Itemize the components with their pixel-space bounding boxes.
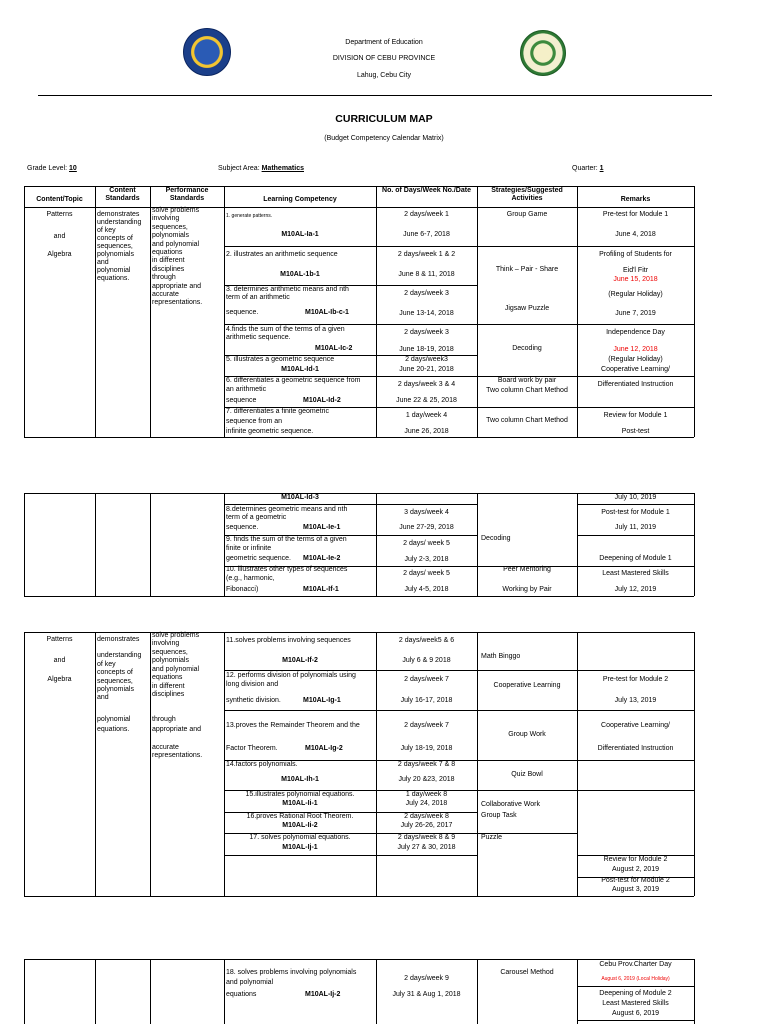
table-rule bbox=[224, 493, 225, 596]
cell-text: M10AL-If-1 bbox=[303, 586, 339, 593]
cell-text: and bbox=[53, 233, 66, 240]
cell-text: July 20 &23, 2018 bbox=[398, 776, 455, 783]
table-rule bbox=[577, 246, 694, 247]
cell-text: and bbox=[97, 259, 109, 266]
cell-text: Decoding bbox=[481, 535, 511, 542]
cell-text: M10AL-Ib-c-1 bbox=[305, 309, 349, 316]
table-rule bbox=[224, 324, 477, 325]
table-rule bbox=[577, 493, 578, 596]
cell-text: polynomials bbox=[97, 251, 134, 258]
table-rule bbox=[376, 186, 377, 437]
table-rule bbox=[150, 186, 151, 437]
cell-text: Pre-test for Module 1 bbox=[602, 211, 669, 218]
cell-text: term of a geometric bbox=[226, 514, 287, 521]
cell-text: 2 days/week 1 & 2 bbox=[397, 251, 456, 258]
cell-text: 7. differentiates a finite geometric bbox=[226, 408, 329, 415]
table-rule bbox=[577, 324, 694, 325]
cell-text: sequences, bbox=[152, 649, 188, 656]
cell-text: M10AL-Ic-2 bbox=[315, 345, 353, 352]
table-rule bbox=[224, 855, 477, 856]
table-rule bbox=[24, 186, 25, 437]
cell-text: infinite geometric sequence. bbox=[226, 428, 314, 435]
table-rule bbox=[95, 959, 96, 1024]
cell-text: geometric sequence. bbox=[226, 555, 291, 562]
cell-text: 3. determines arithmetic means and nth bbox=[226, 286, 349, 293]
table-rule bbox=[224, 246, 477, 247]
cell-text: August 2, 2019 bbox=[611, 866, 660, 873]
cell-text: Cooperative Learning/ bbox=[601, 722, 670, 729]
column-header: Strategies/Suggested Activities bbox=[491, 187, 563, 202]
cell-text: concepts of bbox=[97, 669, 133, 676]
cell-text: equations bbox=[152, 674, 183, 681]
table-rule bbox=[477, 670, 577, 671]
table-rule bbox=[24, 896, 694, 897]
cell-text: Algebra bbox=[47, 251, 72, 258]
table-rule bbox=[694, 959, 695, 1024]
cell-text: July 2-3, 2018 bbox=[404, 556, 449, 563]
cell-text: July 12, 2019 bbox=[614, 586, 657, 593]
table-rule bbox=[24, 437, 694, 438]
table-rule bbox=[224, 959, 225, 1024]
cell-text: Algebra bbox=[47, 676, 72, 683]
table-rule bbox=[477, 324, 577, 325]
cell-text: long division and bbox=[226, 681, 279, 688]
cell-text: (Regular Holiday) bbox=[608, 356, 663, 363]
cell-text: accurate bbox=[152, 291, 179, 298]
table-rule bbox=[95, 493, 96, 596]
cell-text: Jigsaw Puzzle bbox=[504, 305, 550, 312]
table-rule bbox=[477, 246, 577, 247]
cell-text: M10AL-Ij-2 bbox=[305, 991, 341, 998]
cell-text: Quiz Bowl bbox=[511, 771, 543, 778]
column-header: No. of Days/Week No./Date bbox=[382, 187, 471, 194]
cell-text: sequences, bbox=[97, 243, 133, 250]
cell-text: Post-test bbox=[621, 428, 650, 435]
cell-text: polynomial bbox=[97, 267, 131, 274]
cell-text: 2 days/week 7 bbox=[404, 676, 449, 683]
cell-text: sequence. bbox=[226, 309, 259, 316]
table-rule bbox=[24, 632, 694, 633]
cell-text: and polynomial bbox=[226, 979, 274, 986]
table-rule bbox=[477, 790, 577, 791]
cell-text: Working by Pair bbox=[502, 586, 552, 593]
table-rule bbox=[477, 710, 577, 711]
cell-text: 13.proves the Remainder Theorem and the bbox=[226, 722, 360, 729]
cell-text: Group Game bbox=[506, 211, 548, 218]
dept-name: Department of Education bbox=[345, 39, 423, 46]
table-rule bbox=[376, 632, 377, 896]
table-rule bbox=[694, 493, 695, 596]
cell-text: M10AL-Id-1 bbox=[281, 366, 319, 373]
table-rule bbox=[376, 504, 477, 505]
cell-text: an arithmetic bbox=[226, 386, 267, 393]
table-rule bbox=[577, 670, 694, 671]
cell-text: through bbox=[152, 716, 176, 723]
cell-text: synthetic division. bbox=[226, 697, 281, 704]
cell-text: equations. bbox=[97, 275, 130, 282]
cell-text: 10. illustrates other types of sequences bbox=[226, 566, 348, 573]
cell-text: M10AL-Ig-2 bbox=[305, 745, 343, 752]
cell-text: understanding bbox=[97, 219, 142, 226]
cell-text: 2 days/week3 bbox=[405, 356, 448, 363]
table-rule bbox=[24, 959, 25, 1024]
cell-text: sequences, bbox=[97, 678, 133, 685]
cell-text: Independence Day bbox=[606, 329, 665, 336]
table-rule bbox=[577, 1020, 694, 1021]
cell-text: polynomials bbox=[152, 232, 189, 240]
cell-text: and bbox=[97, 694, 109, 701]
table-rule bbox=[24, 632, 25, 896]
cell-text: 6. differentiates a geometric sequence from bbox=[226, 377, 361, 384]
table-rule bbox=[224, 632, 225, 896]
column-header: Remarks bbox=[620, 196, 651, 203]
cell-text: June 7, 2019 bbox=[615, 310, 656, 317]
cell-text: August 6, 2019 (Local Holiday) bbox=[601, 976, 670, 982]
cell-text: demonstrates bbox=[97, 211, 140, 218]
cell-text: in different bbox=[152, 257, 185, 265]
cell-text: 2. illustrates an arithmetic sequence bbox=[226, 251, 338, 258]
cell-text: solve problems bbox=[152, 632, 200, 639]
division-name: DIVISION OF CEBU PROVINCE bbox=[332, 55, 436, 62]
cell-text: Differentiated Instruction bbox=[597, 381, 674, 388]
cell-text: 1 day/week 4 bbox=[405, 412, 448, 419]
cell-text: 8.determines geometric means and nth bbox=[226, 506, 348, 513]
cell-text: June 22 & 25, 2018 bbox=[396, 397, 457, 404]
cell-text: August 3, 2019 bbox=[611, 886, 660, 893]
cell-text: July 16-17, 2018 bbox=[400, 697, 453, 704]
cell-text: M10AL-If-2 bbox=[282, 657, 318, 664]
cell-text: Cebu Prov.Charter Day bbox=[599, 961, 672, 968]
cell-text: Math Binggo bbox=[481, 653, 521, 660]
cell-text: Group Work bbox=[508, 731, 546, 738]
cell-text: June 27-29, 2018 bbox=[399, 524, 454, 531]
cell-text: July 31 & Aug 1, 2018 bbox=[392, 991, 461, 998]
cell-text: Think – Pair - Share bbox=[495, 266, 559, 273]
cell-text: representations. bbox=[152, 752, 203, 759]
header-rule bbox=[38, 95, 712, 96]
cell-text: of key bbox=[97, 661, 116, 668]
table-rule bbox=[577, 376, 694, 377]
cell-text: Review for Module 1 bbox=[603, 412, 668, 419]
cell-text: M10AL-Ia-1 bbox=[281, 231, 319, 238]
cell-text: Fibonacci) bbox=[226, 586, 259, 593]
table-rule bbox=[95, 632, 96, 896]
table-rule bbox=[577, 632, 578, 896]
cell-text: Patterns bbox=[46, 636, 73, 643]
cell-text: 2 days/week 8 & 9 bbox=[397, 834, 456, 841]
table-rule bbox=[577, 710, 694, 711]
cell-text: Patterns bbox=[46, 211, 73, 218]
cell-text: Deepening of Module 1 bbox=[599, 555, 672, 562]
cell-text: appropriate and bbox=[152, 726, 202, 733]
location: Lahug, Cebu City bbox=[356, 72, 412, 79]
cell-text: June 8 & 11, 2018 bbox=[398, 271, 455, 278]
cell-text: sequence bbox=[226, 397, 257, 404]
table-rule bbox=[150, 959, 151, 1024]
cell-text: 2 days/week5 & 6 bbox=[398, 637, 455, 644]
cell-text: Profiling of Students for bbox=[599, 251, 672, 258]
cell-text: 9. finds the sum of the terms of a given bbox=[226, 536, 347, 543]
cell-text: Pre-test for Module 2 bbox=[602, 676, 669, 683]
table-rule bbox=[577, 407, 694, 408]
table-rule bbox=[577, 504, 694, 505]
cell-text: equations. bbox=[97, 726, 130, 733]
cell-text: disciplines bbox=[152, 691, 185, 698]
cell-text: 3 days/week 4 bbox=[404, 509, 449, 516]
table-rule bbox=[376, 493, 377, 596]
cell-text: 15.illustrates polynomial equations. bbox=[245, 791, 355, 798]
cell-text: and polynomial bbox=[152, 240, 200, 248]
page-subtitle: (Budget Competency Calendar Matrix) bbox=[324, 135, 444, 142]
cell-text: July 26-26, 2017 bbox=[400, 822, 453, 829]
cell-text: demonstrates bbox=[97, 636, 140, 643]
cell-text: Carousel Method bbox=[500, 969, 554, 976]
cell-text: M10AL-Id-3 bbox=[281, 494, 319, 501]
table-rule bbox=[24, 207, 694, 208]
cell-text: polynomial bbox=[97, 716, 131, 723]
cell-text: July 10, 2019 bbox=[614, 494, 657, 501]
cell-text: M10AL-Ii-1 bbox=[282, 800, 318, 807]
table-rule bbox=[577, 986, 694, 987]
cell-text: polynomials bbox=[152, 657, 189, 664]
column-header: Learning Competency bbox=[263, 196, 337, 203]
table-rule bbox=[477, 407, 577, 408]
cell-text: Differentiated Instruction bbox=[597, 745, 674, 752]
cell-text: 17. solves polynomial equations. bbox=[249, 834, 351, 841]
cell-text: term of an arithmetic bbox=[226, 294, 290, 301]
cell-text: 11.solves problems involving sequences bbox=[226, 637, 351, 644]
cell-text: understanding bbox=[97, 652, 142, 659]
cell-text: through bbox=[152, 274, 176, 282]
cell-text: 14.factors polynomials. bbox=[226, 761, 298, 768]
cell-text: Group Task bbox=[481, 812, 517, 819]
cell-text: 2 days/week 3 & 4 bbox=[397, 381, 456, 388]
cell-text: Collaborative Work bbox=[481, 801, 541, 808]
table-rule bbox=[376, 959, 377, 1024]
cell-text: involving bbox=[152, 640, 180, 647]
table-rule bbox=[577, 186, 578, 437]
cell-text: 2 days/week 9 bbox=[404, 975, 449, 982]
cell-text: Least Mastered Skills bbox=[602, 570, 669, 577]
cell-text: 16.proves Rational Root Theorem. bbox=[246, 813, 354, 820]
cell-text: polynomials bbox=[97, 686, 134, 693]
cell-text: M10AL-Ie-2 bbox=[303, 555, 341, 562]
table-rule bbox=[477, 760, 577, 761]
table-rule bbox=[95, 186, 96, 437]
cell-text: June 20-21, 2018 bbox=[399, 366, 454, 373]
cell-text: accurate bbox=[152, 744, 179, 751]
cell-text: arithmetic sequence. bbox=[226, 334, 291, 341]
cell-text: 2 days/week 3 bbox=[404, 290, 449, 297]
column-header: Performance Standards bbox=[165, 187, 209, 202]
table-rule bbox=[694, 632, 695, 896]
table-rule bbox=[577, 959, 578, 1024]
cell-text: July 27 & 30, 2018 bbox=[397, 844, 456, 851]
cell-text: 12. performs division of polynomials using bbox=[226, 672, 356, 679]
table-rule bbox=[24, 596, 694, 597]
cell-text: M10AL-Ig-1 bbox=[303, 697, 341, 704]
cell-text: equations bbox=[226, 991, 257, 998]
cell-text: equations bbox=[152, 249, 183, 256]
cell-text: M10AL-Ih-1 bbox=[281, 776, 319, 783]
page-title: CURRICULUM MAP bbox=[335, 113, 433, 125]
cell-text: M10AL-Ie-1 bbox=[303, 524, 341, 531]
table-rule bbox=[24, 959, 694, 960]
cell-text: Post-test for Module 1 bbox=[601, 509, 670, 516]
cell-text: M10AL-Ij-1 bbox=[282, 844, 318, 851]
cell-text: sequence. bbox=[226, 524, 259, 531]
cell-text: sequences, bbox=[152, 223, 188, 231]
cell-text: 1. generate patterns. bbox=[226, 213, 273, 219]
table-rule bbox=[150, 493, 151, 596]
cell-text: 1 day/week 8 bbox=[405, 791, 448, 798]
cell-text: 4.finds the sum of the terms of a given bbox=[226, 326, 345, 333]
cell-text: representations. bbox=[152, 299, 203, 307]
table-rule bbox=[577, 760, 694, 761]
cell-text: finite or infinite bbox=[226, 545, 272, 552]
table-rule bbox=[477, 959, 478, 1024]
cell-text: Decoding bbox=[512, 345, 542, 352]
table-rule bbox=[577, 535, 694, 536]
deped-seal-icon bbox=[183, 28, 231, 76]
cell-text: Cooperative Learning/ bbox=[601, 366, 670, 373]
cell-text: July 24, 2018 bbox=[405, 800, 448, 807]
cell-text: M10AL-1b-1 bbox=[280, 271, 320, 278]
cell-text: M10AL-Id-2 bbox=[303, 397, 341, 404]
table-rule bbox=[150, 632, 151, 896]
subject-area: Subject Area: Mathematics bbox=[218, 165, 304, 172]
cell-text: June 15, 2018 bbox=[613, 276, 658, 283]
table-rule bbox=[477, 493, 478, 596]
cell-text: 2 days/ week 5 bbox=[403, 570, 450, 577]
grade-level: Grade Level: 10 bbox=[27, 165, 77, 172]
cell-text: August 6, 2019 bbox=[611, 1010, 660, 1017]
cell-text: July 11, 2019 bbox=[614, 524, 657, 531]
table-rule bbox=[694, 186, 695, 437]
cell-text: Review for Module 2 bbox=[603, 856, 668, 863]
cell-text: 18. solves problems involving polynomials bbox=[226, 969, 357, 976]
cell-text: July 18-19, 2018 bbox=[400, 745, 453, 752]
cell-text: June 6-7, 2018 bbox=[403, 231, 450, 238]
cell-text: appropriate and bbox=[152, 282, 202, 290]
cell-text: July 4-5, 2018 bbox=[404, 586, 449, 593]
cell-text: in different bbox=[152, 683, 185, 690]
cell-text: M10AL-Ii-2 bbox=[282, 822, 318, 829]
cell-text: Two column Chart Method bbox=[486, 387, 568, 394]
cell-text: (Regular Holiday) bbox=[608, 291, 663, 298]
cell-text: 2 days/week 3 bbox=[404, 329, 449, 336]
column-header: Content/Topic bbox=[36, 196, 83, 203]
cell-text: 5. illustrates a geometric sequence bbox=[226, 356, 335, 363]
cell-text: Least Mastered Skills bbox=[602, 1000, 669, 1007]
cell-text: involving bbox=[152, 215, 180, 223]
table-rule bbox=[24, 493, 25, 596]
table-rule bbox=[577, 790, 694, 791]
table-rule bbox=[224, 670, 477, 671]
cell-text: 2 days/week 1 bbox=[404, 211, 449, 218]
cell-text: Two column Chart Method bbox=[486, 417, 568, 424]
table-rule bbox=[477, 186, 478, 437]
cell-text: Board work by pair bbox=[497, 377, 557, 384]
cell-text: 2 days/week 7 & 8 bbox=[397, 761, 456, 768]
cell-text: Cooperative Learning bbox=[493, 682, 561, 689]
cell-text: June 13-14, 2018 bbox=[399, 310, 454, 317]
table-rule bbox=[477, 632, 478, 896]
cell-text: 2 days/ week 5 bbox=[403, 540, 450, 547]
cell-text: solve problems bbox=[152, 207, 200, 214]
column-header: Content Standards bbox=[105, 187, 140, 202]
cell-text: June 4, 2018 bbox=[615, 231, 656, 238]
table-rule bbox=[577, 566, 694, 567]
cell-text: Puzzle bbox=[481, 834, 503, 841]
cell-text: June 26, 2018 bbox=[404, 428, 449, 435]
cell-text: and bbox=[53, 657, 66, 664]
cell-text: and polynomial bbox=[152, 666, 200, 673]
cell-text: concepts of bbox=[97, 235, 133, 242]
cell-text: Post-test for Module 2 bbox=[601, 877, 670, 884]
cell-text: 2 days/week 8 bbox=[404, 813, 449, 820]
quarter: Quarter: 1 bbox=[572, 165, 604, 172]
cell-text: July 6 & 9 2018 bbox=[402, 657, 451, 664]
table-rule bbox=[224, 710, 477, 711]
cell-text: sequence from an bbox=[226, 418, 283, 425]
school-seal-icon bbox=[520, 30, 566, 76]
cell-text: disciplines bbox=[152, 265, 185, 273]
cell-text: of key bbox=[97, 227, 116, 234]
cell-text: June 12, 2018 bbox=[613, 346, 658, 353]
cell-text: Factor Theorem. bbox=[226, 745, 278, 752]
cell-text: (e.g., harmonic, bbox=[226, 575, 275, 582]
cell-text: July 13, 2019 bbox=[614, 697, 657, 704]
cell-text: 2 days/week 7 bbox=[404, 722, 449, 729]
cell-text: June 18-19, 2018 bbox=[399, 346, 454, 353]
table-rule bbox=[224, 186, 225, 437]
cell-text: Eid'l Fitr bbox=[622, 267, 649, 274]
cell-text: Deepening of Module 2 bbox=[599, 990, 672, 997]
cell-text: Peer Mentoring bbox=[503, 566, 551, 573]
